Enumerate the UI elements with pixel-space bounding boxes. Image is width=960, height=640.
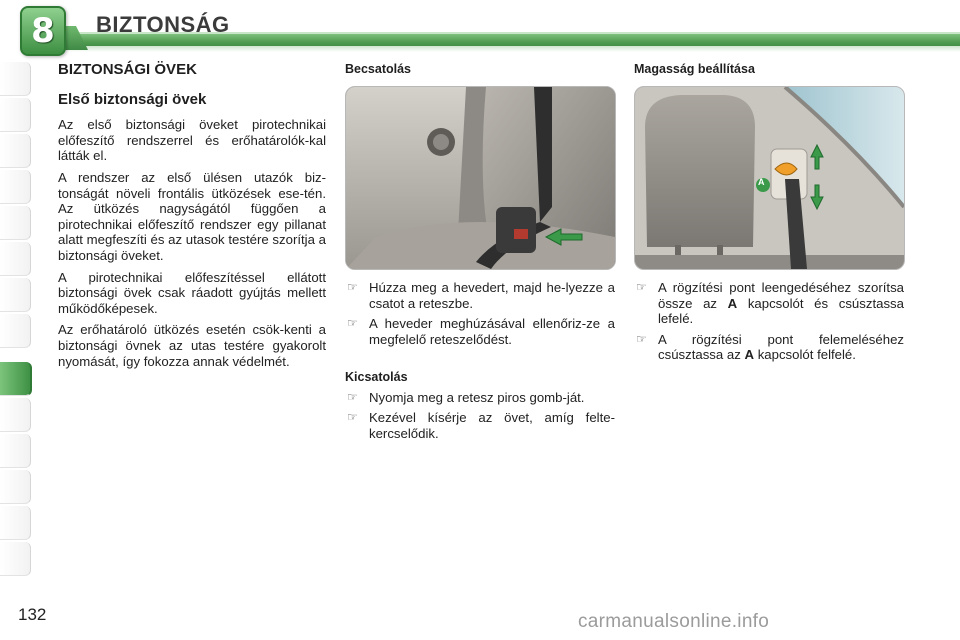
section-heading: BIZTONSÁGI ÖVEK [58,61,197,78]
chapter-number: 8 [31,11,55,51]
chapter-tab-1[interactable] [0,62,31,96]
height-adjust-heading: Magasság beállítása [634,62,755,76]
pointing-hand-icon: ☞ [347,316,358,331]
chapter-badge [20,6,66,56]
pointing-hand-icon: ☞ [347,280,358,294]
pointing-hand-icon: ☞ [636,280,647,294]
chapter-tab-11[interactable] [0,434,31,468]
middle-column [345,62,615,78]
right-column [634,62,904,78]
callout-label-a: A [758,177,765,187]
list-item [345,316,615,347]
chapter-tab-14[interactable] [0,542,31,576]
pointing-hand-icon: ☞ [636,331,647,346]
height-step-list [634,280,904,363]
chapter-tab-10[interactable] [0,398,31,432]
list-item [345,280,615,311]
list-item [634,332,904,363]
unbuckle-step-list [345,390,615,442]
seatbelt-buckle-drawing [346,87,615,269]
pointing-hand-icon: ☞ [347,410,358,425]
step-text-part: kapcsolót felfelé. [754,347,856,363]
page-title: BIZTONSÁG [96,12,230,37]
chapter-tab-2[interactable] [0,98,31,132]
unbuckle-heading: Kicsatolás [345,370,408,384]
paragraph: A pirotechnikai előfeszítéssel ellátott biztonsági övek csak ráadott gyújtás mellett működőképesek. [58,269,326,316]
list-item [345,390,615,406]
step-text: Húzza meg a hevedert, majd he-lyezze a csatot a reteszbe. [369,280,615,311]
switch-label: A [727,295,738,311]
paragraph: Az erőhatároló ütközés esetén csök-kenti a biztonsági övnek az utas testére gyakorolt nyomását, így fokozza annak védelmét. [58,322,326,369]
section-subheading: Első biztonsági övek [58,90,207,108]
page-number: 132 [18,605,47,624]
chapter-tab-5[interactable] [0,206,31,240]
watermark: carmanualsonline.info [578,611,770,632]
paragraph: A rendszer az első ülésen utazók biz-tonságát növeli frontális ütközések ese-tén. Az ütközés nagyságától függően a pirotechnikai előfeszítő rendszer egy pillanat alatt megfeszíti és az utasok testére szorítja a biztonsági öveket. [58,169,326,263]
chapter-tab-7[interactable] [0,278,31,312]
paragraph: Az első biztonsági öveket pirotechnikai előfeszítő rendszerrel és erőhatárolók-kal látták el. [58,117,326,164]
left-column [58,62,326,375]
buckle-steps [345,280,615,352]
buckle-step-list [345,280,615,347]
chapter-tab-4[interactable] [0,170,31,204]
chapter-tab-12[interactable] [0,470,31,504]
unbuckle-section [345,370,615,446]
belt-height-illustration [634,86,905,270]
switch-label: A [744,347,755,363]
step-text: A heveder meghúzásával ellenőriz-ze a megfelelő reteszelődést. [369,316,615,347]
list-item [634,280,904,327]
header-rule-shadow [60,46,960,52]
step-text: Nyomja meg a retesz piros gomb-ját. [369,389,585,405]
chapter-tab-8[interactable] [0,314,31,348]
step-text: Kezével kísérje az övet, amíg felte-kercselődik. [369,410,615,441]
chapter-tab-active[interactable] [0,362,32,396]
seatbelt-buckle-illustration [345,86,616,270]
step-text-part: kapcsolót és csúsztassa lefelé. [658,295,904,327]
step-text-part: A rögzítési pont leengedéséhez szorítsa össze az [658,280,904,311]
pointing-hand-icon: ☞ [347,389,358,404]
belt-height-drawing [635,87,904,269]
chapter-tab-3[interactable] [0,134,31,168]
buckle-heading: Becsatolás [345,62,412,76]
list-item [345,410,615,441]
chapter-tab-rail [0,62,36,572]
step-text-part: A rögzítési pont felemeléséhez csúsztassa az [658,331,904,363]
height-adjust-steps [634,280,904,368]
chapter-tab-13[interactable] [0,506,31,540]
chapter-tab-6[interactable] [0,242,31,276]
